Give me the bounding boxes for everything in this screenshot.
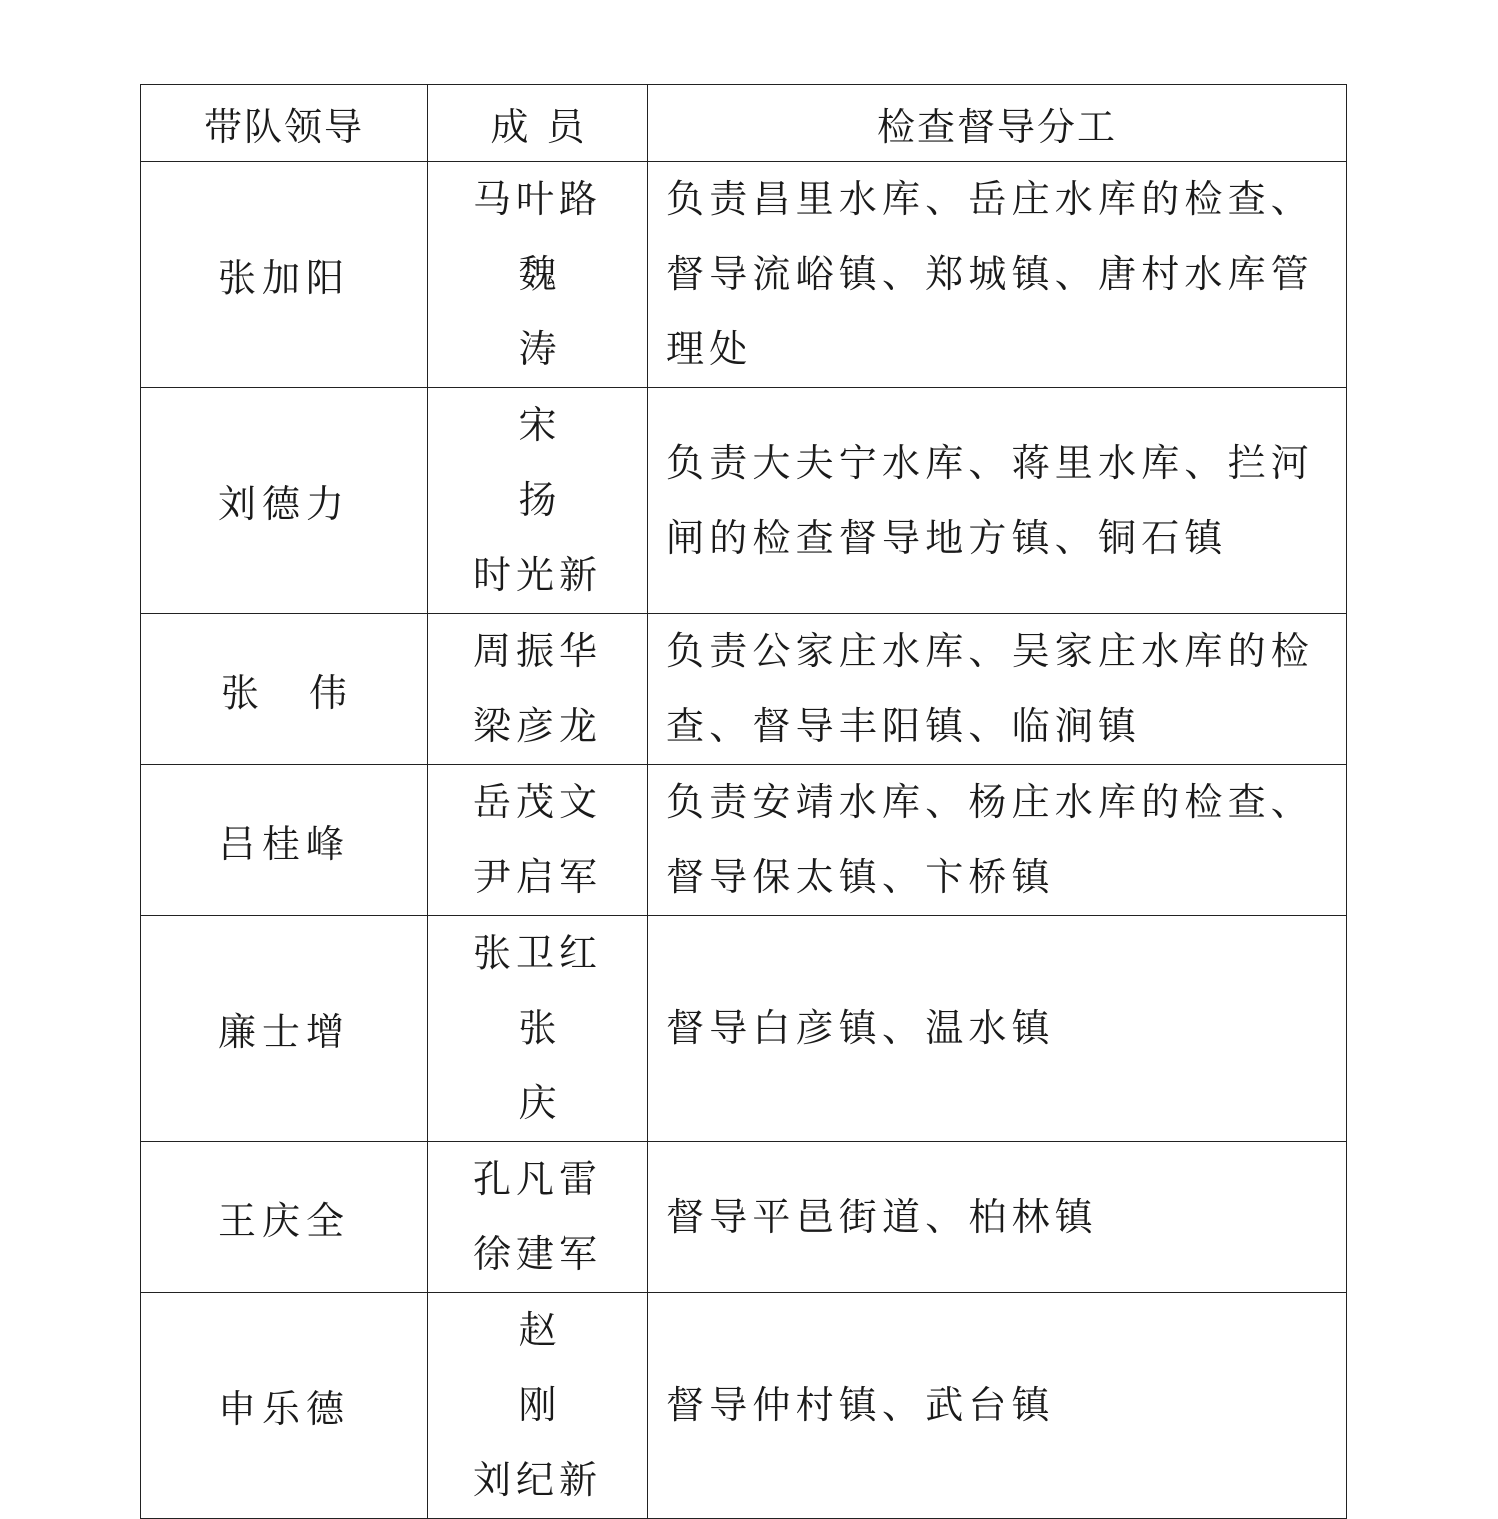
table-row: [141, 614, 1347, 765]
member-name: 周振华: [472, 629, 602, 673]
supervision-table: [140, 84, 1347, 1519]
table-row: [141, 388, 1347, 614]
leader-cell: 刘德力: [141, 388, 428, 614]
members-cell: [428, 916, 648, 1142]
member-name: 刘纪新: [472, 1458, 602, 1502]
leader-cell: 王庆全: [141, 1142, 428, 1293]
table-row: [141, 916, 1347, 1142]
duty-cell: 负责安靖水库、杨庄水库的检查、督导保太镇、卞桥镇: [648, 765, 1347, 916]
duty-cell: 督导平邑街道、柏林镇: [648, 1142, 1347, 1293]
member-name: 徐建军: [472, 1232, 602, 1276]
leader-cell: 吕桂峰: [141, 765, 428, 916]
header-members: 成员: [428, 85, 648, 162]
header-duty: 检查督导分工: [648, 85, 1347, 162]
duty-cell: 负责公家庄水库、吴家庄水库的检查、督导丰阳镇、临涧镇: [648, 614, 1347, 765]
member-name: 魏涛: [518, 252, 605, 371]
table-row: [141, 765, 1347, 916]
members-cell: [428, 162, 648, 388]
member-name: 宋扬: [518, 403, 605, 522]
leader-cell: 张伟: [141, 614, 428, 765]
header-row: [141, 85, 1347, 162]
members-cell: [428, 614, 648, 765]
member-name: 张卫红: [472, 931, 602, 975]
members-cell: [428, 388, 648, 614]
member-name: 岳茂文: [472, 780, 602, 824]
leader-cell: 张加阳: [141, 162, 428, 388]
member-name: 孔凡雷: [472, 1157, 602, 1201]
members-cell: [428, 1142, 648, 1293]
members-cell: [428, 765, 648, 916]
duty-cell: 负责大夫宁水库、蒋里水库、拦河闸的检查督导地方镇、铜石镇: [648, 388, 1347, 614]
member-name: 赵刚: [518, 1308, 605, 1427]
members-cell: [428, 1293, 648, 1519]
table-row: [141, 1142, 1347, 1293]
leader-cell: 廉士增: [141, 916, 428, 1142]
leader-cell: 申乐德: [141, 1293, 428, 1519]
duty-cell: 督导白彦镇、温水镇: [648, 916, 1347, 1142]
member-name: 张庆: [518, 1006, 605, 1125]
member-name: 马叶路: [472, 177, 602, 221]
member-name: 时光新: [472, 553, 602, 597]
member-name: 尹启军: [472, 855, 602, 899]
duty-cell: 负责昌里水库、岳庄水库的检查、督导流峪镇、郑城镇、唐村水库管理处: [648, 162, 1347, 388]
duty-cell: 督导仲村镇、武台镇: [648, 1293, 1347, 1519]
table-row: [141, 162, 1347, 388]
header-leader: 带队领导: [141, 85, 428, 162]
member-name: 梁彦龙: [472, 704, 602, 748]
table-row: [141, 1293, 1347, 1519]
